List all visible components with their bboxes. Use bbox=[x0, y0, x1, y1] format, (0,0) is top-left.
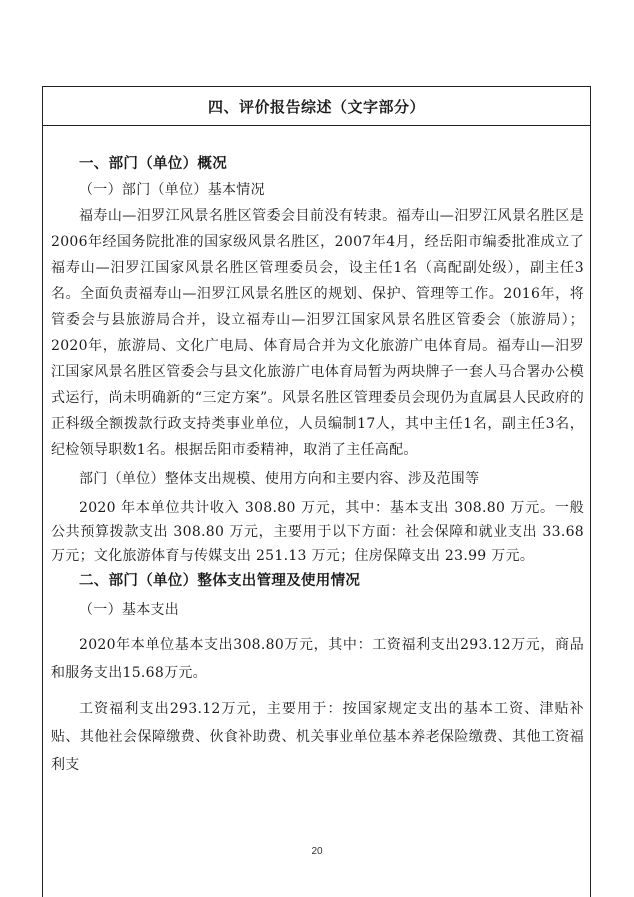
report-body bbox=[43, 125, 590, 779]
subheading-expenditure-scale: 部门（单位）整体支出规模、使用方向和主要内容、涉及范围等 bbox=[79, 471, 480, 487]
subheading-basic-info: （一）部门（单位）基本情况 bbox=[79, 182, 265, 198]
paragraph-salary-expenditure: 工资福利支出293.12万元，主要用于：按国家规定支出的基本工资、津贴补贴、其他社会保障缴费、伙食补助费、机关事业单位基本养老保险缴费、其他工资福利支 bbox=[51, 701, 584, 773]
report-frame bbox=[42, 86, 591, 897]
paragraph-basic-info: 福寿山—汨罗江风景名胜区管委会目前没有转隶。福寿山—汨罗江风景名胜区是2006年经国务院批准的国家级风景名胜区，2007年4月，经岳阳市编委批准成立了福寿山—汨罗江国家风景名胜区管理委员会，设主任1名（高配副处级），副主任3名。全面负责福寿山—汨罗江风景名胜区的规划、保护、管理等工作。2016年，将管委会与县旅游局合并，设立福寿山—汨罗江国家风景名胜区管委会（旅游局）；2020年，旅游局、文化广电局、体育局合并为文化旅游广电体育局。福寿山—汨罗江国家风景名胜区管委会与县文化旅游广电体育局暂为两块牌子一套人马合署办公模式运行，尚未明确新的“三定方案”。风景名胜区管理委员会现仍为直属县人民政府的正科级全额拨款行政支持类事业单位，人员编制17人，其中主任1名，副主任3名，纪检领导职数1名。根据岳阳市委精神，取消了主任高配。 bbox=[51, 208, 584, 458]
paragraph-income-summary: 2020 年本单位共计收入 308.80 万元，其中：基本支出 308.80 万元。一般公共预算拨款支出 308.80 万元，主要用于以下方面：社会保障和就业支出 33.68 万元；文化旅游体育与传媒支出 251.13 万元；住房保障支出 23.99 万元。 bbox=[51, 500, 584, 564]
paragraph-basic-expenditure: 2020年本单位基本支出308.80万元，其中：工资福利支出293.12万元，商品和服务支出15.68万元。 bbox=[51, 637, 584, 681]
heading-department-overview: 一、部门（单位）概况 bbox=[79, 156, 227, 172]
heading-expenditure-management: 二、部门（单位）整体支出管理及使用情况 bbox=[79, 573, 361, 589]
subheading-basic-expenditure: （一）基本支出 bbox=[79, 602, 180, 618]
page-number: 20 bbox=[311, 846, 323, 857]
section-title: 四、评价报告综述（文字部分） bbox=[43, 87, 590, 126]
